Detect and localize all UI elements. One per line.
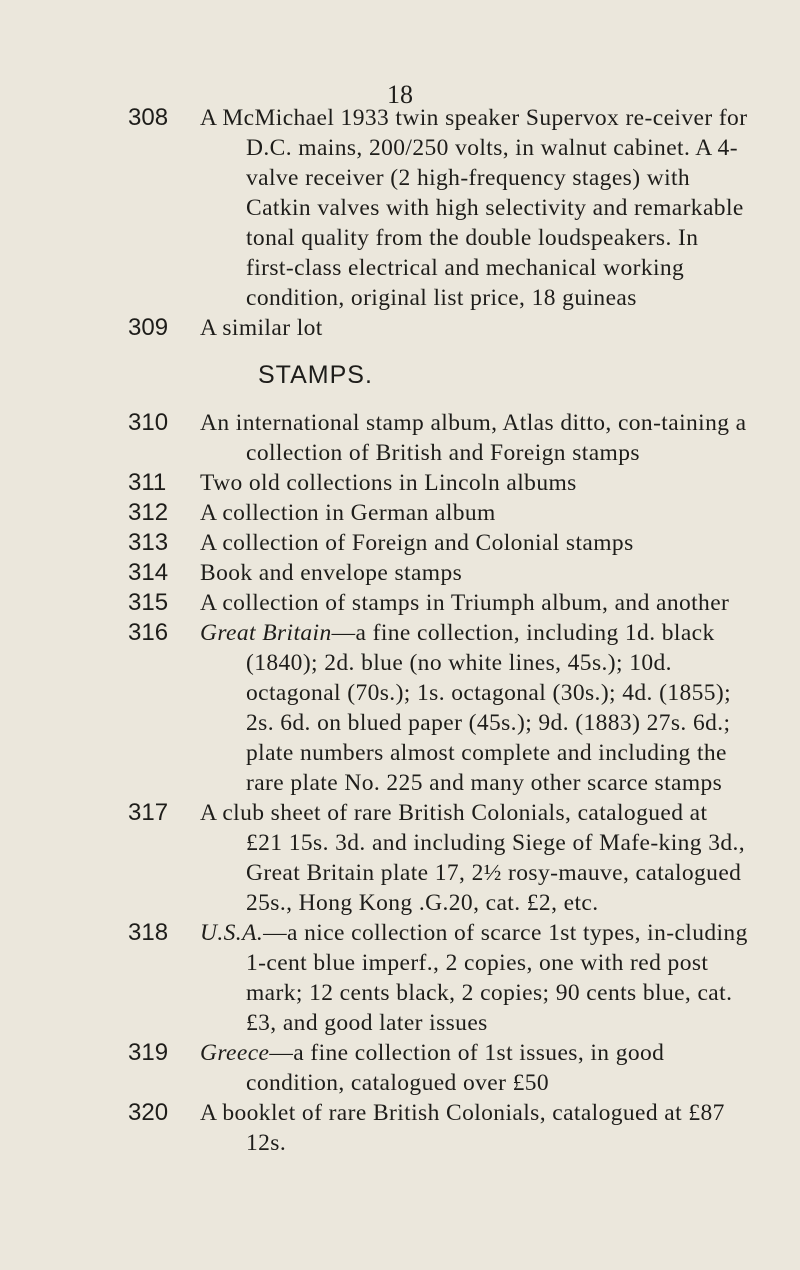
lot-lead: U.S.A. bbox=[200, 920, 264, 946]
lot-description: —a nice collection of scarce 1st types, in-cluding 1-cent blue imperf., 2 copies, one with red post mark; 12 cents black, 2 copies; 90 cents blue, cat. £3, and good later issues bbox=[246, 920, 748, 1036]
lot-entry bbox=[0, 918, 800, 1038]
lot-entry bbox=[0, 558, 800, 588]
lot-entry bbox=[0, 618, 800, 798]
lot-number: 318 bbox=[128, 919, 169, 946]
lot-description: A similar lot bbox=[200, 315, 323, 341]
lot-number: 317 bbox=[128, 799, 169, 826]
lot-description: Book and envelope stamps bbox=[200, 560, 463, 586]
lot-description: —a fine collection, including 1d. black (1840); 2d. blue (no white lines, 45s.); 10d. octagonal (70s.); 1s. octagonal (30s.); 4d. (1855); 2s. 6d. on blued paper (45s.); 9d. (1883) 27s. 6d.; plate numbers almost complete and including the rare plate No. 225 and many other scarce stamps bbox=[246, 620, 732, 796]
lot-entry bbox=[0, 313, 800, 343]
lot-number: 313 bbox=[128, 529, 169, 556]
lot-description: A booklet of rare British Colonials, catalogued at £87 12s. bbox=[200, 1100, 725, 1156]
lot-number: 314 bbox=[128, 559, 169, 586]
lot-number: 310 bbox=[128, 409, 169, 436]
lot-number: 308 bbox=[128, 104, 169, 131]
lot-description: A collection of stamps in Triumph album, and another bbox=[200, 590, 730, 616]
lot-entry bbox=[0, 408, 800, 468]
lot-description: An international stamp album, Atlas ditto, con-taining a collection of British and Foreign stamps bbox=[200, 410, 747, 466]
lot-description: A club sheet of rare British Colonials, catalogued at £21 15s. 3d. and including Siege of Mafe-king 3d., Great Britain plate 17, 2½ rosy-mauve, catalogued 25s., Hong Kong .G.20, cat. £2, etc. bbox=[200, 800, 746, 916]
lot-description: A collection of Foreign and Colonial stamps bbox=[200, 530, 634, 556]
page-number: 18 bbox=[387, 80, 413, 109]
lot-description: Two old collections in Lincoln albums bbox=[200, 470, 577, 496]
lot-description: —a fine collection of 1st issues, in good condition, catalogued over £50 bbox=[246, 1040, 665, 1096]
lot-number: 311 bbox=[128, 469, 167, 496]
lot-entry bbox=[0, 588, 800, 618]
lot-entry bbox=[0, 468, 800, 498]
lot-entry bbox=[0, 1098, 800, 1158]
lot-number: 319 bbox=[128, 1039, 169, 1066]
lot-lead: Great Britain bbox=[200, 620, 332, 646]
lot-entry bbox=[0, 528, 800, 558]
lot-description: A McMichael 1933 twin speaker Supervox re-ceiver for D.C. mains, 200/250 volts, in walnut cabinet. A 4-valve receiver (2 high-frequency stages) with Catkin valves with high selectivity and remarkable tonal quality from the double loudspeakers. In first-class electrical and mechanical working condition, original list price, 18 guineas bbox=[200, 105, 748, 311]
lot-entry bbox=[0, 798, 800, 918]
lot-list bbox=[0, 103, 800, 1158]
lot-number: 320 bbox=[128, 1099, 169, 1126]
lot-lead: Greece bbox=[200, 1040, 270, 1066]
lot-entry bbox=[0, 1038, 800, 1098]
lot-number: 312 bbox=[128, 499, 169, 526]
lot-entry bbox=[0, 498, 800, 528]
lot-number: 309 bbox=[128, 314, 169, 341]
section-heading: STAMPS. bbox=[258, 361, 373, 389]
lot-entry bbox=[0, 103, 800, 313]
lot-number: 315 bbox=[128, 589, 169, 616]
lot-number: 316 bbox=[128, 619, 169, 646]
lot-description: A collection in German album bbox=[200, 500, 496, 526]
